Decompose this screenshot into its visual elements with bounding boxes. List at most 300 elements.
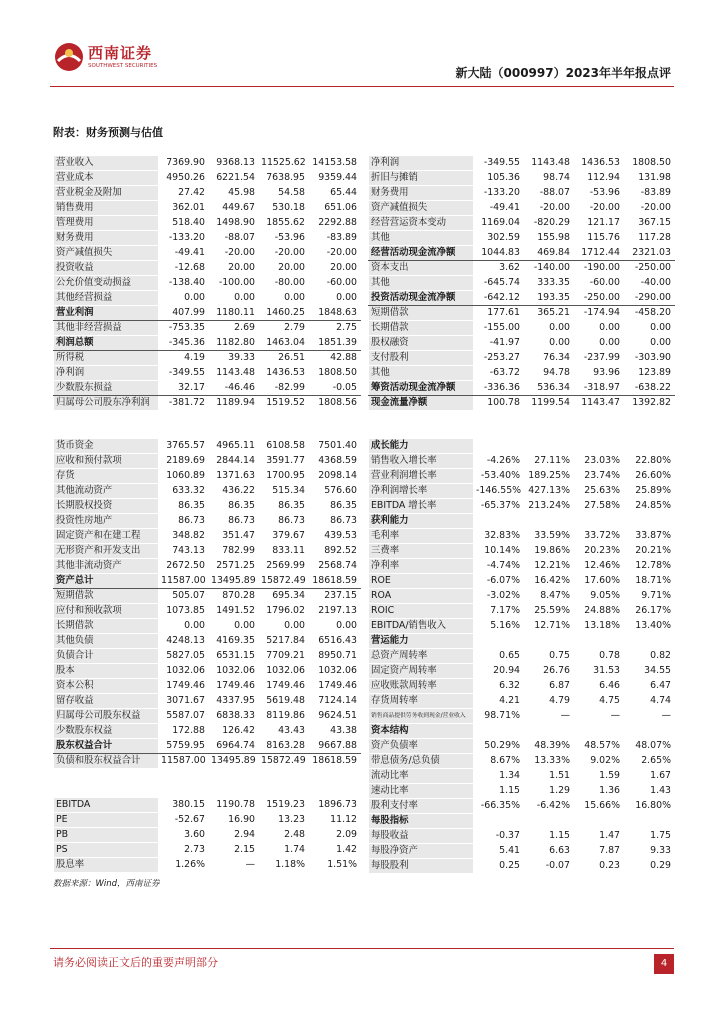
row-value: 6.87 <box>524 679 574 694</box>
report-title: 新大陆（000997）2023年半年报点评 <box>455 66 671 80</box>
row-value: 1491.52 <box>209 604 259 619</box>
row-value: 10.14% <box>474 544 524 559</box>
row-value: 86.73 <box>259 514 309 529</box>
row-label: 固定资产和在建工程 <box>54 529 159 544</box>
row-value: 155.98 <box>524 231 574 246</box>
row-value: 33.87% <box>624 529 675 544</box>
row-value: 0.00 <box>624 321 675 336</box>
row-label: 总资产周转率 <box>369 649 474 664</box>
row-value: 131.98 <box>624 171 675 186</box>
row-label: 其他非经营损益 <box>54 321 159 336</box>
row-value: 98.71% <box>474 709 524 724</box>
row-value: -638.22 <box>624 381 675 396</box>
row-label: 股东权益合计 <box>54 739 159 754</box>
table-row <box>369 439 675 454</box>
table-row <box>54 739 361 754</box>
row-value: 6.32 <box>474 679 524 694</box>
row-value <box>524 724 574 739</box>
table-row <box>369 784 675 799</box>
row-value: 6.46 <box>574 679 624 694</box>
row-value: 48.39% <box>524 739 574 754</box>
row-value: 892.52 <box>309 544 361 559</box>
row-value: 76.34 <box>524 351 574 366</box>
row-value: 2844.14 <box>209 454 259 469</box>
row-value: -3.02% <box>474 589 524 604</box>
row-label: 投资收益 <box>54 261 159 276</box>
table-title: 现金流量表（百万元） <box>369 141 474 156</box>
year-header: 2022A <box>159 424 209 439</box>
row-value: 26.51 <box>259 351 309 366</box>
row-value: 0.00 <box>574 336 624 351</box>
page-number: 4 <box>654 954 674 974</box>
table-row <box>369 574 675 589</box>
row-value: -381.72 <box>159 396 209 411</box>
table-row <box>54 186 361 201</box>
table-row <box>54 679 361 694</box>
row-value: -49.41 <box>159 246 209 261</box>
table-row <box>54 634 361 649</box>
row-value: 172.88 <box>159 724 209 739</box>
row-value: 112.94 <box>574 171 624 186</box>
row-label: EBITDA/销售收入 <box>369 619 474 634</box>
table-row <box>369 724 675 739</box>
row-value: 1032.06 <box>159 664 209 679</box>
row-value <box>624 514 675 529</box>
year-header: 2025E <box>624 141 675 156</box>
row-value <box>474 724 524 739</box>
row-value: 1.42 <box>309 843 361 858</box>
row-value: 1.15 <box>524 829 574 844</box>
row-value: 6838.33 <box>209 709 259 724</box>
row-value <box>574 724 624 739</box>
row-value: 20.23% <box>574 544 624 559</box>
row-value: -336.36 <box>474 381 524 396</box>
row-value: 870.28 <box>209 589 259 604</box>
row-value: 12.46% <box>574 559 624 574</box>
row-value: 1.51 <box>524 769 574 784</box>
row-value: 0.00 <box>524 336 574 351</box>
row-value: -60.00 <box>574 276 624 291</box>
table-row <box>369 844 675 859</box>
row-value: 20.94 <box>474 664 524 679</box>
row-value: 14153.58 <box>309 156 361 171</box>
income-statement-table <box>53 140 361 411</box>
row-value: -174.94 <box>574 306 624 321</box>
year-header: 2023E <box>524 424 574 439</box>
row-value: -88.07 <box>209 231 259 246</box>
financial-ratios-table <box>368 423 675 874</box>
table-row <box>54 709 361 724</box>
row-value: 39.33 <box>209 351 259 366</box>
row-label: 资产减值损失 <box>369 201 474 216</box>
row-label: 其他非流动资产 <box>54 559 159 574</box>
row-value: 1182.80 <box>209 336 259 351</box>
row-value <box>624 439 675 454</box>
row-label: PB <box>54 828 159 843</box>
row-value: 31.53 <box>574 664 624 679</box>
row-value: 1896.73 <box>309 798 361 813</box>
row-value: -253.27 <box>474 351 524 366</box>
table-row <box>54 529 361 544</box>
table-row <box>369 754 675 769</box>
table-row <box>54 201 361 216</box>
row-value: 1.29 <box>524 784 574 799</box>
data-source-note: 数据来源：Wind，西南证券 <box>53 879 160 889</box>
row-value: 1.36 <box>574 784 624 799</box>
row-label: 每股净资产 <box>369 844 474 859</box>
row-value: 1392.82 <box>624 396 675 411</box>
table-title: 业绩和估值指标 <box>54 783 159 798</box>
table-header-row <box>369 141 675 156</box>
row-value: 117.28 <box>624 231 675 246</box>
table-row <box>369 201 675 216</box>
row-value: 32.17 <box>159 381 209 396</box>
row-value: 2321.03 <box>624 246 675 261</box>
row-value: -0.05 <box>309 381 361 396</box>
row-label: 短期借款 <box>54 589 159 604</box>
company-logo <box>54 42 214 76</box>
row-value: 782.99 <box>209 544 259 559</box>
row-value <box>574 814 624 829</box>
row-value: 7501.40 <box>309 439 361 454</box>
row-value: 1032.06 <box>309 664 361 679</box>
row-value: 695.34 <box>259 589 309 604</box>
row-value: 436.22 <box>209 484 259 499</box>
table-row <box>369 694 675 709</box>
year-header: 2022A <box>159 141 209 156</box>
row-value: 1851.39 <box>309 336 361 351</box>
table-row <box>369 649 675 664</box>
row-value: 3.60 <box>159 828 209 843</box>
row-value: 4.74 <box>624 694 675 709</box>
row-label: 每股指标 <box>369 814 474 829</box>
row-label: 短期借款 <box>369 306 474 321</box>
row-value: 32.83% <box>474 529 524 544</box>
balance-sheet-table <box>53 423 361 769</box>
table-row <box>54 261 361 276</box>
row-value: 743.13 <box>159 544 209 559</box>
row-value: 5.41 <box>474 844 524 859</box>
row-label: 公允价值变动损益 <box>54 276 159 291</box>
row-value: 1.34 <box>474 769 524 784</box>
row-value: 3.62 <box>474 261 524 276</box>
table-row <box>369 276 675 291</box>
row-value: 2.94 <box>209 828 259 843</box>
row-value: -820.29 <box>524 216 574 231</box>
row-value: 25.63% <box>574 484 624 499</box>
row-value: 22.80% <box>624 454 675 469</box>
row-value: 11587.00 <box>159 574 209 589</box>
row-value: 9624.51 <box>309 709 361 724</box>
row-value: 1.59 <box>574 769 624 784</box>
year-header: 2022A <box>474 141 524 156</box>
table-row <box>54 544 361 559</box>
year-header: 2025E <box>309 424 361 439</box>
row-label: ROE <box>369 574 474 589</box>
table-row <box>369 336 675 351</box>
row-value: 1190.78 <box>209 798 259 813</box>
row-value: 7.87 <box>574 844 624 859</box>
row-value: 86.35 <box>159 499 209 514</box>
row-value: 4368.59 <box>309 454 361 469</box>
row-value: 19.86% <box>524 544 574 559</box>
table-row <box>54 724 361 739</box>
year-header: 2025E <box>309 141 361 156</box>
row-value: -100.00 <box>209 276 259 291</box>
row-label: 资产总计 <box>54 574 159 589</box>
row-value: 213.24% <box>524 499 574 514</box>
logo-emblem-icon <box>54 42 84 72</box>
row-value: 3591.77 <box>259 454 309 469</box>
row-value: 86.73 <box>209 514 259 529</box>
row-value: -53.96 <box>574 186 624 201</box>
row-value: 302.59 <box>474 231 524 246</box>
row-value: -20.00 <box>259 246 309 261</box>
row-label: 每股股利 <box>369 859 474 874</box>
row-value: -753.35 <box>159 321 209 336</box>
row-value: -250.00 <box>624 261 675 276</box>
row-value: 1169.04 <box>474 216 524 231</box>
row-value: -303.90 <box>624 351 675 366</box>
row-value: 86.35 <box>309 499 361 514</box>
row-value: -345.36 <box>159 336 209 351</box>
row-value: 94.78 <box>524 366 574 381</box>
row-label: 投资性房地产 <box>54 514 159 529</box>
row-label: 营业税金及附加 <box>54 186 159 201</box>
row-value: 427.13% <box>524 484 574 499</box>
row-label: 营业利润增长率 <box>369 469 474 484</box>
table-row <box>54 499 361 514</box>
row-value: 2571.25 <box>209 559 259 574</box>
row-value: 12.21% <box>524 559 574 574</box>
row-value: 2.79 <box>259 321 309 336</box>
row-value: -290.00 <box>624 291 675 306</box>
row-value: 15872.49 <box>259 754 309 769</box>
table-row <box>369 171 675 186</box>
row-value: -133.20 <box>474 186 524 201</box>
row-value: -66.35% <box>474 799 524 814</box>
row-value: 4337.95 <box>209 694 259 709</box>
table-row <box>54 454 361 469</box>
row-value: 1.51% <box>309 858 361 873</box>
row-label: 营业成本 <box>54 171 159 186</box>
row-label: 其他流动资产 <box>54 484 159 499</box>
row-value: 86.73 <box>309 514 361 529</box>
row-value: 348.82 <box>159 529 209 544</box>
row-value: 1749.46 <box>159 679 209 694</box>
row-label: 应付和预收款项 <box>54 604 159 619</box>
row-value: 1855.62 <box>259 216 309 231</box>
row-label: 归属母公司股东权益 <box>54 709 159 724</box>
row-value <box>524 514 574 529</box>
table-row <box>54 306 361 321</box>
row-label: 资产负债率 <box>369 739 474 754</box>
row-value: 123.89 <box>624 366 675 381</box>
row-value: -133.20 <box>159 231 209 246</box>
table-row <box>369 829 675 844</box>
row-value: 105.36 <box>474 171 524 186</box>
row-value: 7638.95 <box>259 171 309 186</box>
row-value: 13495.89 <box>209 754 259 769</box>
row-label: 少数股东损益 <box>54 381 159 396</box>
table-row <box>369 679 675 694</box>
row-value: 23.03% <box>574 454 624 469</box>
row-value: 2568.74 <box>309 559 361 574</box>
table-row <box>369 589 675 604</box>
row-value: 365.21 <box>524 306 574 321</box>
row-value <box>474 514 524 529</box>
footer-divider <box>50 948 674 949</box>
table-row <box>369 396 675 411</box>
table-row <box>54 291 361 306</box>
row-value: 7709.21 <box>259 649 309 664</box>
table-row <box>54 649 361 664</box>
row-value: 25.59% <box>524 604 574 619</box>
row-value: 20.21% <box>624 544 675 559</box>
row-value: 193.35 <box>524 291 574 306</box>
row-label: ROIC <box>369 604 474 619</box>
table-row <box>54 589 361 604</box>
row-value: 65.44 <box>309 186 361 201</box>
row-label: 管理费用 <box>54 216 159 231</box>
row-value: 6964.74 <box>209 739 259 754</box>
row-value: 0.00 <box>209 619 259 634</box>
row-value: 2197.13 <box>309 604 361 619</box>
table-row <box>54 619 361 634</box>
row-value: 379.67 <box>259 529 309 544</box>
row-value: 13.33% <box>524 754 574 769</box>
table-row <box>54 321 361 336</box>
table-row <box>369 514 675 529</box>
row-label: 固定资产周转率 <box>369 664 474 679</box>
table-row <box>54 396 361 411</box>
table-row <box>369 156 675 171</box>
row-value: 1749.46 <box>309 679 361 694</box>
row-value: 1796.02 <box>259 604 309 619</box>
row-value: 9.71% <box>624 589 675 604</box>
row-value: 1371.63 <box>209 469 259 484</box>
row-label: 营业利润 <box>54 306 159 321</box>
row-value: 5619.48 <box>259 694 309 709</box>
row-value: 54.58 <box>259 186 309 201</box>
row-value: 86.35 <box>259 499 309 514</box>
row-value: -0.37 <box>474 829 524 844</box>
row-value: 42.88 <box>309 351 361 366</box>
table-header-row <box>54 783 361 798</box>
row-label: 投资活动现金流净额 <box>369 291 474 306</box>
row-label: 毛利率 <box>369 529 474 544</box>
row-value: -83.89 <box>309 231 361 246</box>
row-value: 469.84 <box>524 246 574 261</box>
row-value: 100.78 <box>474 396 524 411</box>
row-value: 26.60% <box>624 469 675 484</box>
table-row <box>54 843 361 858</box>
table-row <box>369 859 675 874</box>
table-header-row <box>54 424 361 439</box>
row-value: 26.17% <box>624 604 675 619</box>
table-row <box>369 351 675 366</box>
row-value: 0.25 <box>474 859 524 874</box>
row-value: 4.75 <box>574 694 624 709</box>
row-value: 0.82 <box>624 649 675 664</box>
row-label: EBITDA 增长率 <box>369 499 474 514</box>
row-value: 5217.84 <box>259 634 309 649</box>
table-row <box>54 754 361 769</box>
row-label: 速动比率 <box>369 784 474 799</box>
row-value: -65.37% <box>474 499 524 514</box>
year-header: 2023E <box>209 141 259 156</box>
row-value: 0.29 <box>624 859 675 874</box>
row-label: 所得税 <box>54 351 159 366</box>
table-row <box>369 216 675 231</box>
row-label: 支付股利 <box>369 351 474 366</box>
row-value: 5759.95 <box>159 739 209 754</box>
row-value: 27.11% <box>524 454 574 469</box>
table-row <box>54 366 361 381</box>
row-value: 20.00 <box>259 261 309 276</box>
row-value: 48.07% <box>624 739 675 754</box>
table-row <box>369 604 675 619</box>
row-value: 4.21 <box>474 694 524 709</box>
row-value: 1463.04 <box>259 336 309 351</box>
year-header: 2024E <box>259 783 309 798</box>
table-row <box>369 291 675 306</box>
row-value: 33.72% <box>574 529 624 544</box>
row-value: 1.75 <box>624 829 675 844</box>
row-value: 18618.59 <box>309 754 361 769</box>
row-value: -63.72 <box>474 366 524 381</box>
row-label: 资本支出 <box>369 261 474 276</box>
table-row <box>54 514 361 529</box>
row-value: 121.17 <box>574 216 624 231</box>
row-label: PE <box>54 813 159 828</box>
row-value <box>574 634 624 649</box>
row-label: 资本公积 <box>54 679 159 694</box>
row-value: 13495.89 <box>209 574 259 589</box>
table-row <box>54 664 361 679</box>
row-value: 27.58% <box>574 499 624 514</box>
row-label: 净利润 <box>369 156 474 171</box>
header-divider <box>50 86 674 87</box>
row-value: 1044.83 <box>474 246 524 261</box>
row-label: 净利率 <box>369 559 474 574</box>
row-value: -349.55 <box>159 366 209 381</box>
table-row <box>369 709 675 724</box>
row-value: 1032.06 <box>259 664 309 679</box>
row-value: 27.42 <box>159 186 209 201</box>
row-value: 13.18% <box>574 619 624 634</box>
row-label: 存货周转率 <box>369 694 474 709</box>
table-row <box>54 694 361 709</box>
row-value: 4169.35 <box>209 634 259 649</box>
table-row <box>54 798 361 813</box>
row-value: — <box>524 709 574 724</box>
row-label: 少数股东权益 <box>54 724 159 739</box>
row-label: 应收和预付款项 <box>54 454 159 469</box>
table-row <box>54 246 361 261</box>
row-value: 833.11 <box>259 544 309 559</box>
row-label: 应收账款周转率 <box>369 679 474 694</box>
row-value: 34.55 <box>624 664 675 679</box>
row-label: 现金流量净额 <box>369 396 474 411</box>
table-title: 资产负债表（百万元） <box>54 424 159 439</box>
row-value: 1808.50 <box>624 156 675 171</box>
row-label: 筹资活动现金流净额 <box>369 381 474 396</box>
row-label: 利润总额 <box>54 336 159 351</box>
row-value: 651.06 <box>309 201 361 216</box>
row-value: 177.61 <box>474 306 524 321</box>
table-row <box>369 381 675 396</box>
